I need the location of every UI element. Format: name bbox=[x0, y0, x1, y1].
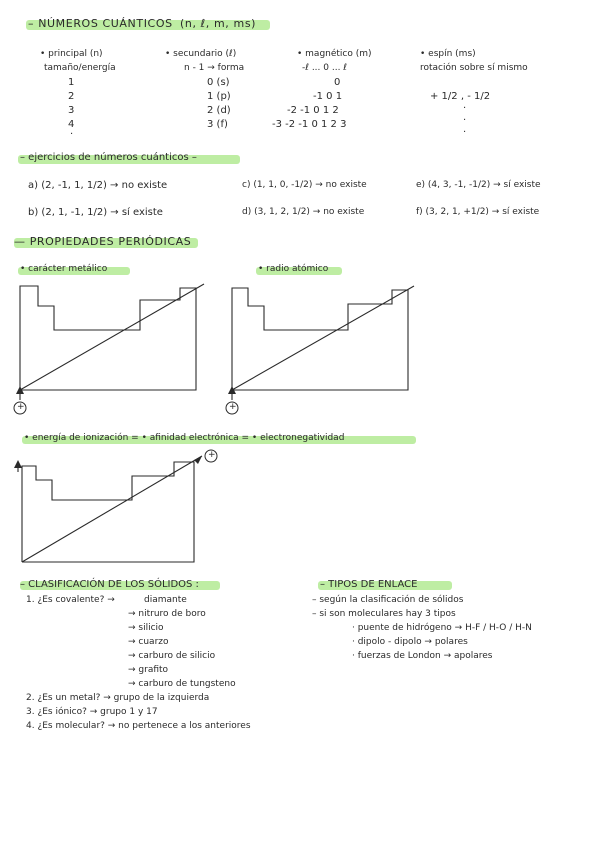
solids-q3: 3. ¿Es iónico? → grupo 1 y 17 bbox=[26, 707, 158, 717]
exercise-item: d) (3, 1, 2, 1/2) → no existe bbox=[242, 207, 365, 217]
solids-q4: 4. ¿Es molecular? → no pertenece a los anteriores bbox=[26, 721, 251, 731]
magnetic-title: • magnético (m) bbox=[297, 49, 372, 59]
covalent-example: → cuarzo bbox=[128, 637, 169, 647]
radius-label: • radio atómico bbox=[258, 264, 329, 274]
exercise-item: e) (4, 3, -1, -1/2) → sí existe bbox=[416, 180, 541, 190]
magnetic-value: -2 -1 0 1 2 bbox=[287, 105, 339, 116]
bond-type: · puente de hidrógeno → H-F / H-O / H-N bbox=[352, 623, 532, 633]
covalent-example: diamante bbox=[144, 595, 187, 605]
bonds-line1: – según la clasificación de sólidos bbox=[312, 595, 464, 605]
secondary-value: 2 (d) bbox=[207, 105, 231, 116]
spin-subtitle: rotación sobre sí mismo bbox=[420, 63, 528, 73]
bond-type: · fuerzas de London → apolares bbox=[352, 651, 493, 661]
principal-value: 4 bbox=[68, 119, 75, 130]
bonds-heading: – TIPOS DE ENLACE bbox=[320, 579, 418, 590]
covalent-example: → carburo de silicio bbox=[128, 651, 216, 661]
spin-title: • espín (ms) bbox=[420, 49, 476, 59]
principal-value: · bbox=[70, 129, 74, 140]
magnetic-value: -1 0 1 bbox=[313, 91, 343, 102]
magnetic-value: 0 bbox=[334, 77, 341, 88]
spin-value: + 1/2 , - 1/2 bbox=[430, 91, 491, 102]
covalent-example: → carburo de tungsteno bbox=[128, 679, 236, 689]
exercise-item: b) (2, 1, -1, 1/2) → sí existe bbox=[28, 207, 163, 218]
bonds-line2: – si son moleculares hay 3 tipos bbox=[312, 609, 456, 619]
ionization-label: • energía de ionización = • afinidad electrónica = • electronegatividad bbox=[24, 433, 345, 443]
exercise-item: a) (2, -1, 1, 1/2) → no existe bbox=[28, 180, 168, 191]
bond-type: · dipolo - dipolo → polares bbox=[352, 637, 468, 647]
principal-value: 2 bbox=[68, 91, 75, 102]
principal-value: 3 bbox=[68, 105, 75, 116]
covalent-example: → silicio bbox=[128, 623, 164, 633]
exercise-item: c) (1, 1, 0, -1/2) → no existe bbox=[242, 180, 367, 190]
radius-plus: + bbox=[229, 402, 237, 412]
spin-value: · bbox=[463, 103, 467, 114]
secondary-value: 3 (f) bbox=[207, 119, 228, 130]
quantum-heading-vars: (n, ℓ, m, ms) bbox=[180, 17, 257, 30]
ionization-plus: + bbox=[208, 450, 216, 460]
covalent-example: → nitruro de boro bbox=[128, 609, 206, 619]
solids-q1: 1. ¿Es covalente? → bbox=[26, 595, 115, 605]
quantum-heading: – NÚMEROS CUÁNTICOS bbox=[28, 17, 173, 30]
principal-title: • principal (n) bbox=[40, 49, 103, 59]
solids-q2: 2. ¿Es un metal? → grupo de la izquierda bbox=[26, 693, 210, 703]
exercise-item: f) (3, 2, 1, +1/2) → sí existe bbox=[416, 207, 540, 217]
principal-subtitle: tamaño/energía bbox=[44, 63, 116, 73]
secondary-value: 1 (p) bbox=[207, 91, 231, 102]
metallic-plus: + bbox=[17, 402, 25, 412]
secondary-title: • secundario (ℓ) bbox=[165, 49, 237, 59]
covalent-example: → grafito bbox=[128, 665, 169, 675]
solids-heading: – CLASIFICACIÓN DE LOS SÓLIDOS : bbox=[20, 579, 199, 590]
metallic-label: • carácter metálico bbox=[20, 264, 108, 274]
spin-value: · bbox=[463, 127, 467, 138]
secondary-subtitle: n - 1 → forma bbox=[184, 63, 245, 73]
magnetic-value: -3 -2 -1 0 1 2 3 bbox=[272, 119, 347, 130]
exercises-heading: – ejercicios de números cuánticos – bbox=[20, 152, 197, 163]
spin-value: · bbox=[463, 115, 467, 126]
properties-heading: — PROPIEDADES PERIÓDICAS bbox=[14, 235, 192, 248]
principal-value: 1 bbox=[68, 77, 75, 88]
secondary-value: 0 (s) bbox=[207, 77, 230, 88]
magnetic-subtitle: -ℓ ... 0 ... ℓ bbox=[302, 63, 348, 73]
